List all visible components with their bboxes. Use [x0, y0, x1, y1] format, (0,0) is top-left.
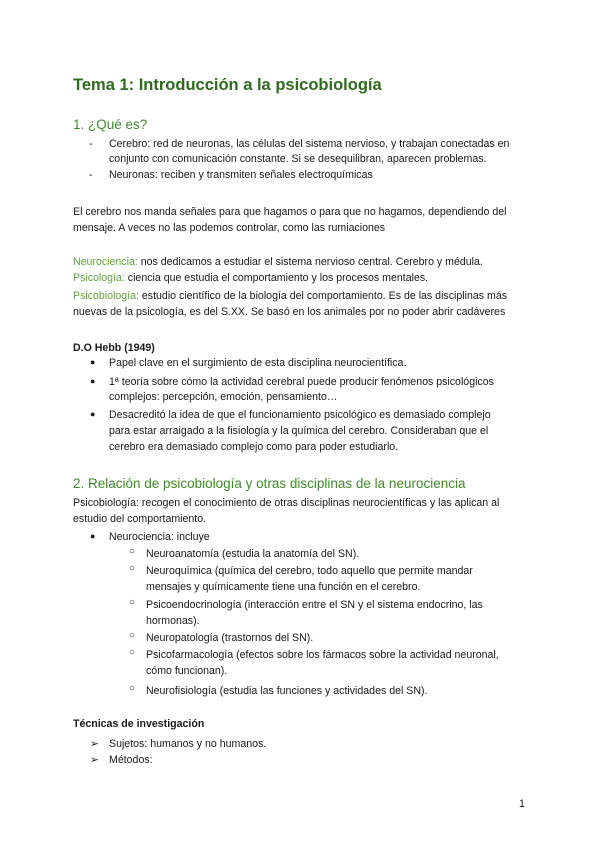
circle-marker: ○	[129, 597, 136, 608]
page-title: Tema 1: Introducción a la psicobiología	[73, 76, 382, 94]
page-number: 1	[519, 798, 525, 810]
techniques-heading: Técnicas de investigación	[73, 718, 205, 730]
bullet-marker: ●	[90, 409, 96, 419]
term-psicologia: Psicología:	[73, 272, 125, 284]
list-item-line: Papel clave en el surgimiento de esta disciplina neurocientífica.	[109, 357, 407, 369]
definition-psicobiologia	[73, 289, 507, 303]
paragraph-line: mensaje. A veces no las podemos controlar, como las rumiaciones	[73, 222, 386, 234]
circle-marker: ○	[129, 546, 136, 557]
list-item-line: Desacreditó la idea de que el funcionamiento psicológico es demasiado complejo	[109, 409, 491, 421]
definition-text: estudio científico de la biología del comportamiento. Es de las disciplinas más	[138, 290, 508, 302]
paragraph-line: estudio del comportamiento.	[73, 513, 207, 525]
hebb-heading: D.O Hebb (1949)	[73, 342, 155, 354]
sub-item-line: Psicoendocrinología (interacción entre el SN y el sistema endocrino, las	[146, 599, 483, 611]
list-item-line: cerebro era demasiado complejo como para poder estudiarlo.	[109, 441, 399, 453]
circle-marker: ○	[129, 647, 136, 658]
definition-text: ciencia que estudia el comportamiento y los procesos mentales.	[124, 272, 429, 284]
list-item-line: Sujetos: humanos y no humanos.	[109, 738, 267, 750]
list-item-line: Cerebro: red de neuronas, las células del sistema nervioso, y trabajan conectadas en	[109, 138, 510, 150]
circle-marker: ○	[129, 563, 136, 574]
definition-psicologia	[73, 271, 428, 285]
sub-item-line: hormonas).	[146, 615, 200, 627]
definition-neurociencia	[73, 255, 483, 269]
list-item-line: para estar arraigado a la fisiología y la química del cerebro. Consideraban que el	[109, 425, 489, 437]
dash-marker: -	[89, 169, 93, 181]
sub-item-line: Psicofarmacología (efectos sobre los fármacos sobre la actividad neuronal,	[146, 649, 499, 661]
circle-marker: ○	[129, 630, 136, 641]
sub-item-line: Neuropatología (trastornos del SN).	[146, 632, 314, 644]
bullet-marker: ●	[90, 357, 96, 367]
term-psicobiologia: Psicobiología:	[73, 290, 139, 302]
arrow-marker: ➢	[90, 754, 99, 766]
list-item-line: 1ª teoría sobre cómo la actividad cerebral puede producir fenómenos psicológicos	[109, 376, 494, 388]
sub-item-line: Neurofisiología (estudia las funciones y actividades del SN).	[146, 685, 428, 697]
term-neurociencia: Neurociencia:	[73, 256, 138, 268]
list-item-line: complejos: percepción, emoción, pensamiento…	[109, 391, 338, 403]
bullet-marker: ●	[90, 531, 96, 541]
section-heading-2: 2. Relación de psicobiología y otras disciplinas de la neurociencia	[73, 476, 466, 491]
list-item-line: conjunto con comunicación constante. Si se desequilibran, aparecen problemas.	[109, 153, 487, 165]
sub-item-line: mensajes y químicamente tiene una función en el cerebro.	[146, 581, 421, 593]
section-heading-1: 1. ¿Qué es?	[73, 117, 148, 132]
paragraph-line: Psicobiología: recogen el conocimiento de otras disciplinas neurocientíficas y las aplican al	[73, 497, 500, 509]
list-item-line: Métodos:	[109, 754, 153, 766]
dash-marker: -	[89, 138, 93, 150]
sub-item-line: Neuroanatomía (estudia la anatomía del SN).	[146, 548, 360, 560]
list-item-line: Neuronas: reciben y transmiten señales electroquímicas	[109, 169, 373, 181]
definition-text-line: nuevas de la psicología, es del S.XX. Se basó en los animales por no poder abrir cadáveres	[73, 306, 506, 318]
arrow-marker: ➢	[90, 738, 99, 750]
circle-marker: ○	[129, 683, 136, 694]
sub-item-line: cómo funcionan).	[146, 665, 228, 677]
sub-item-line: Neuroquímica (química del cerebro, todo aquello que permite mandar	[146, 565, 473, 577]
definition-text: nos dedicamos a estudiar el sistema nervioso central. Cerebro y médula.	[137, 256, 483, 268]
paragraph-line: El cerebro nos manda señales para que hagamos o para que no hagamos, dependiendo del	[73, 206, 507, 218]
list-item-line: Neurociencia: incluye	[109, 531, 210, 543]
bullet-marker: ●	[90, 376, 96, 386]
